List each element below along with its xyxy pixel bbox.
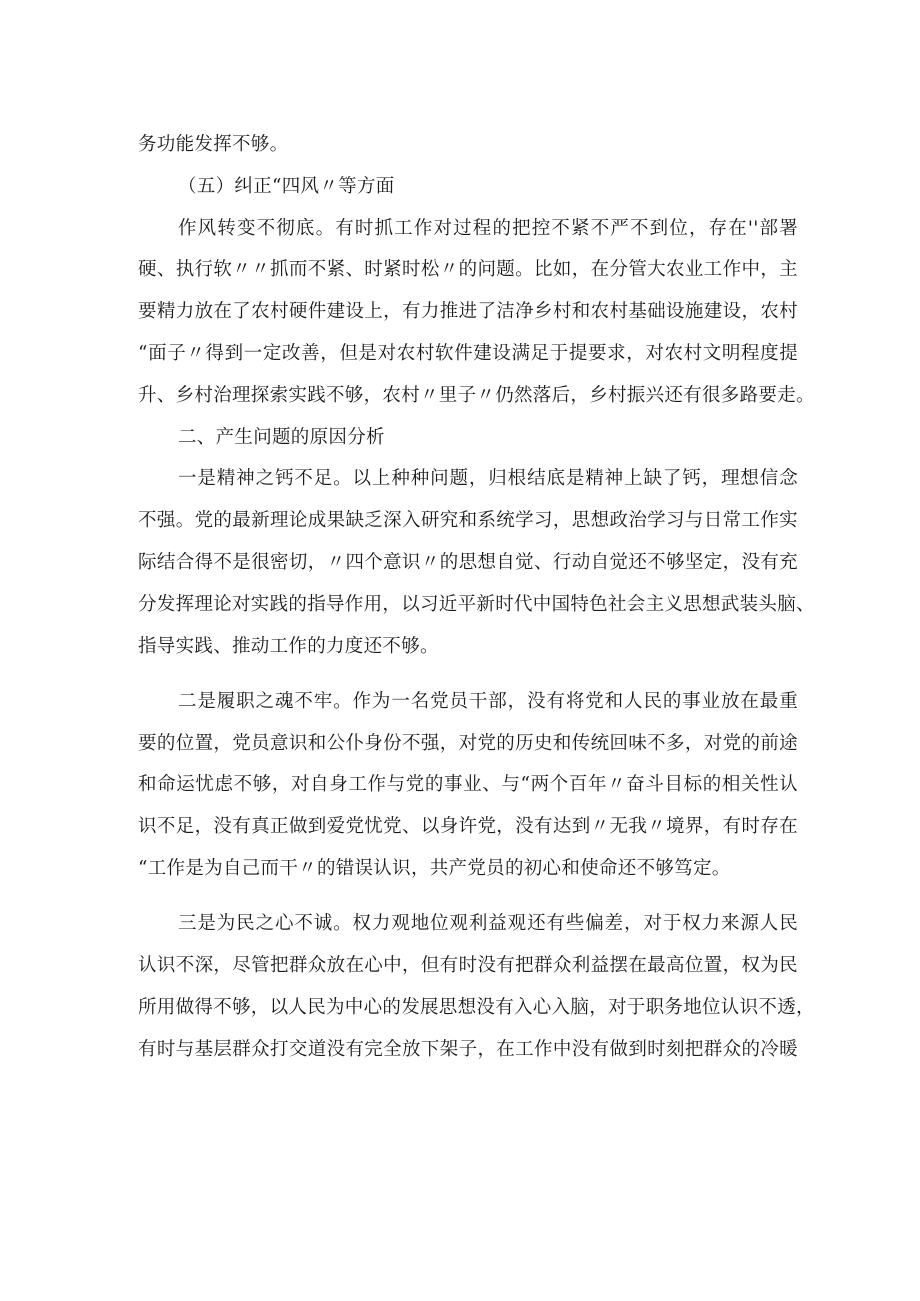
text-line: 识不足，没有真正做到爱党忧党、以身许党，没有达到〃无我〃境界，有时存在	[138, 816, 798, 838]
text-line: 不强。党的最新理论成果缺乏深入研究和系统学习，思想政治学习与日常工作实	[138, 510, 798, 532]
text-line: 际结合得不是很密切，〃四个意识〃的思想自觉、行动自觉还不够坚定，没有充	[138, 551, 798, 573]
document-body	[138, 124, 815, 1071]
text-line: 分发挥理论对实践的指导作用，以习近平新时代中国特色社会主义思想武装头脑、	[138, 593, 815, 615]
text-line: 要的位置，党员意识和公仆身份不强，对党的历史和传统回味不多，对党的前途	[138, 732, 798, 754]
text-line: 硬、执行软〃〃抓而不紧、时紧时松〃的问题。比如，在分管大农业工作中，主	[138, 259, 798, 281]
paragraph-continuation	[138, 124, 798, 166]
text-line: 认识不深，尽管把群众放在心中，但有时没有把群众利益摆在最高位置，权为民	[138, 955, 798, 977]
text-line: 和命运忧虑不够，对自身工作与党的事业、与“两个百年〃奋斗目标的相关性认	[138, 774, 798, 796]
text-line: “工作是为自己而干〃的错误认识，共产党员的初心和使命还不够笃定。	[138, 858, 731, 880]
text-line: 二是履职之魂不牢。作为一名党员干部，没有将党和人民的事业放在最重	[178, 690, 798, 712]
paragraph-duty	[138, 681, 798, 890]
section-heading-four-winds	[138, 166, 798, 208]
paragraph-people	[138, 903, 815, 1070]
text-line: 三是为民之心不诚。权力观地位观利益观还有些偏差，对于权力来源人民	[178, 913, 798, 935]
text-line: “面子〃得到一定改善，但是对农村软件建设满足于提要求，对农村文明程度提	[138, 342, 798, 364]
text-line: 二、产生问题的原因分析	[178, 426, 385, 448]
paragraph-gap	[138, 890, 798, 904]
text-line: （五）纠正“四风〃等方面	[178, 175, 395, 197]
text-line: 指导实践、推动工作的力度还不够。	[138, 635, 439, 657]
text-line: 务功能发挥不够。	[138, 134, 289, 155]
text-line: 要精力放在了农村硬件建设上，有力推进了洁净乡村和农村基础设施建设，农村	[138, 301, 798, 323]
text-line: 所用做得不够，以人民为中心的发展思想没有入心入脑，对于职务地位认识不透，	[138, 996, 815, 1018]
paragraph-spirit	[138, 458, 815, 667]
text-line: 有时与基层群众打交道没有完全放下架子，在工作中没有做到时刻把群众的冷暖	[138, 1038, 798, 1060]
text-line: 一是精神之钙不足。以上种种问题，归根结底是精神上缺了钙，理想信念	[178, 468, 798, 490]
section-heading-cause-analysis	[138, 417, 798, 459]
text-line: 作风转变不彻底。有时抓工作对过程的把控不紧不严不到位，存在''部署	[178, 217, 798, 239]
paragraph-work-style	[138, 208, 815, 417]
text-line: 升、乡村治理探索实践不够，农村〃里子〃仍然落后，乡村振兴还有很多路要走。	[138, 384, 815, 406]
paragraph-gap	[138, 667, 798, 681]
